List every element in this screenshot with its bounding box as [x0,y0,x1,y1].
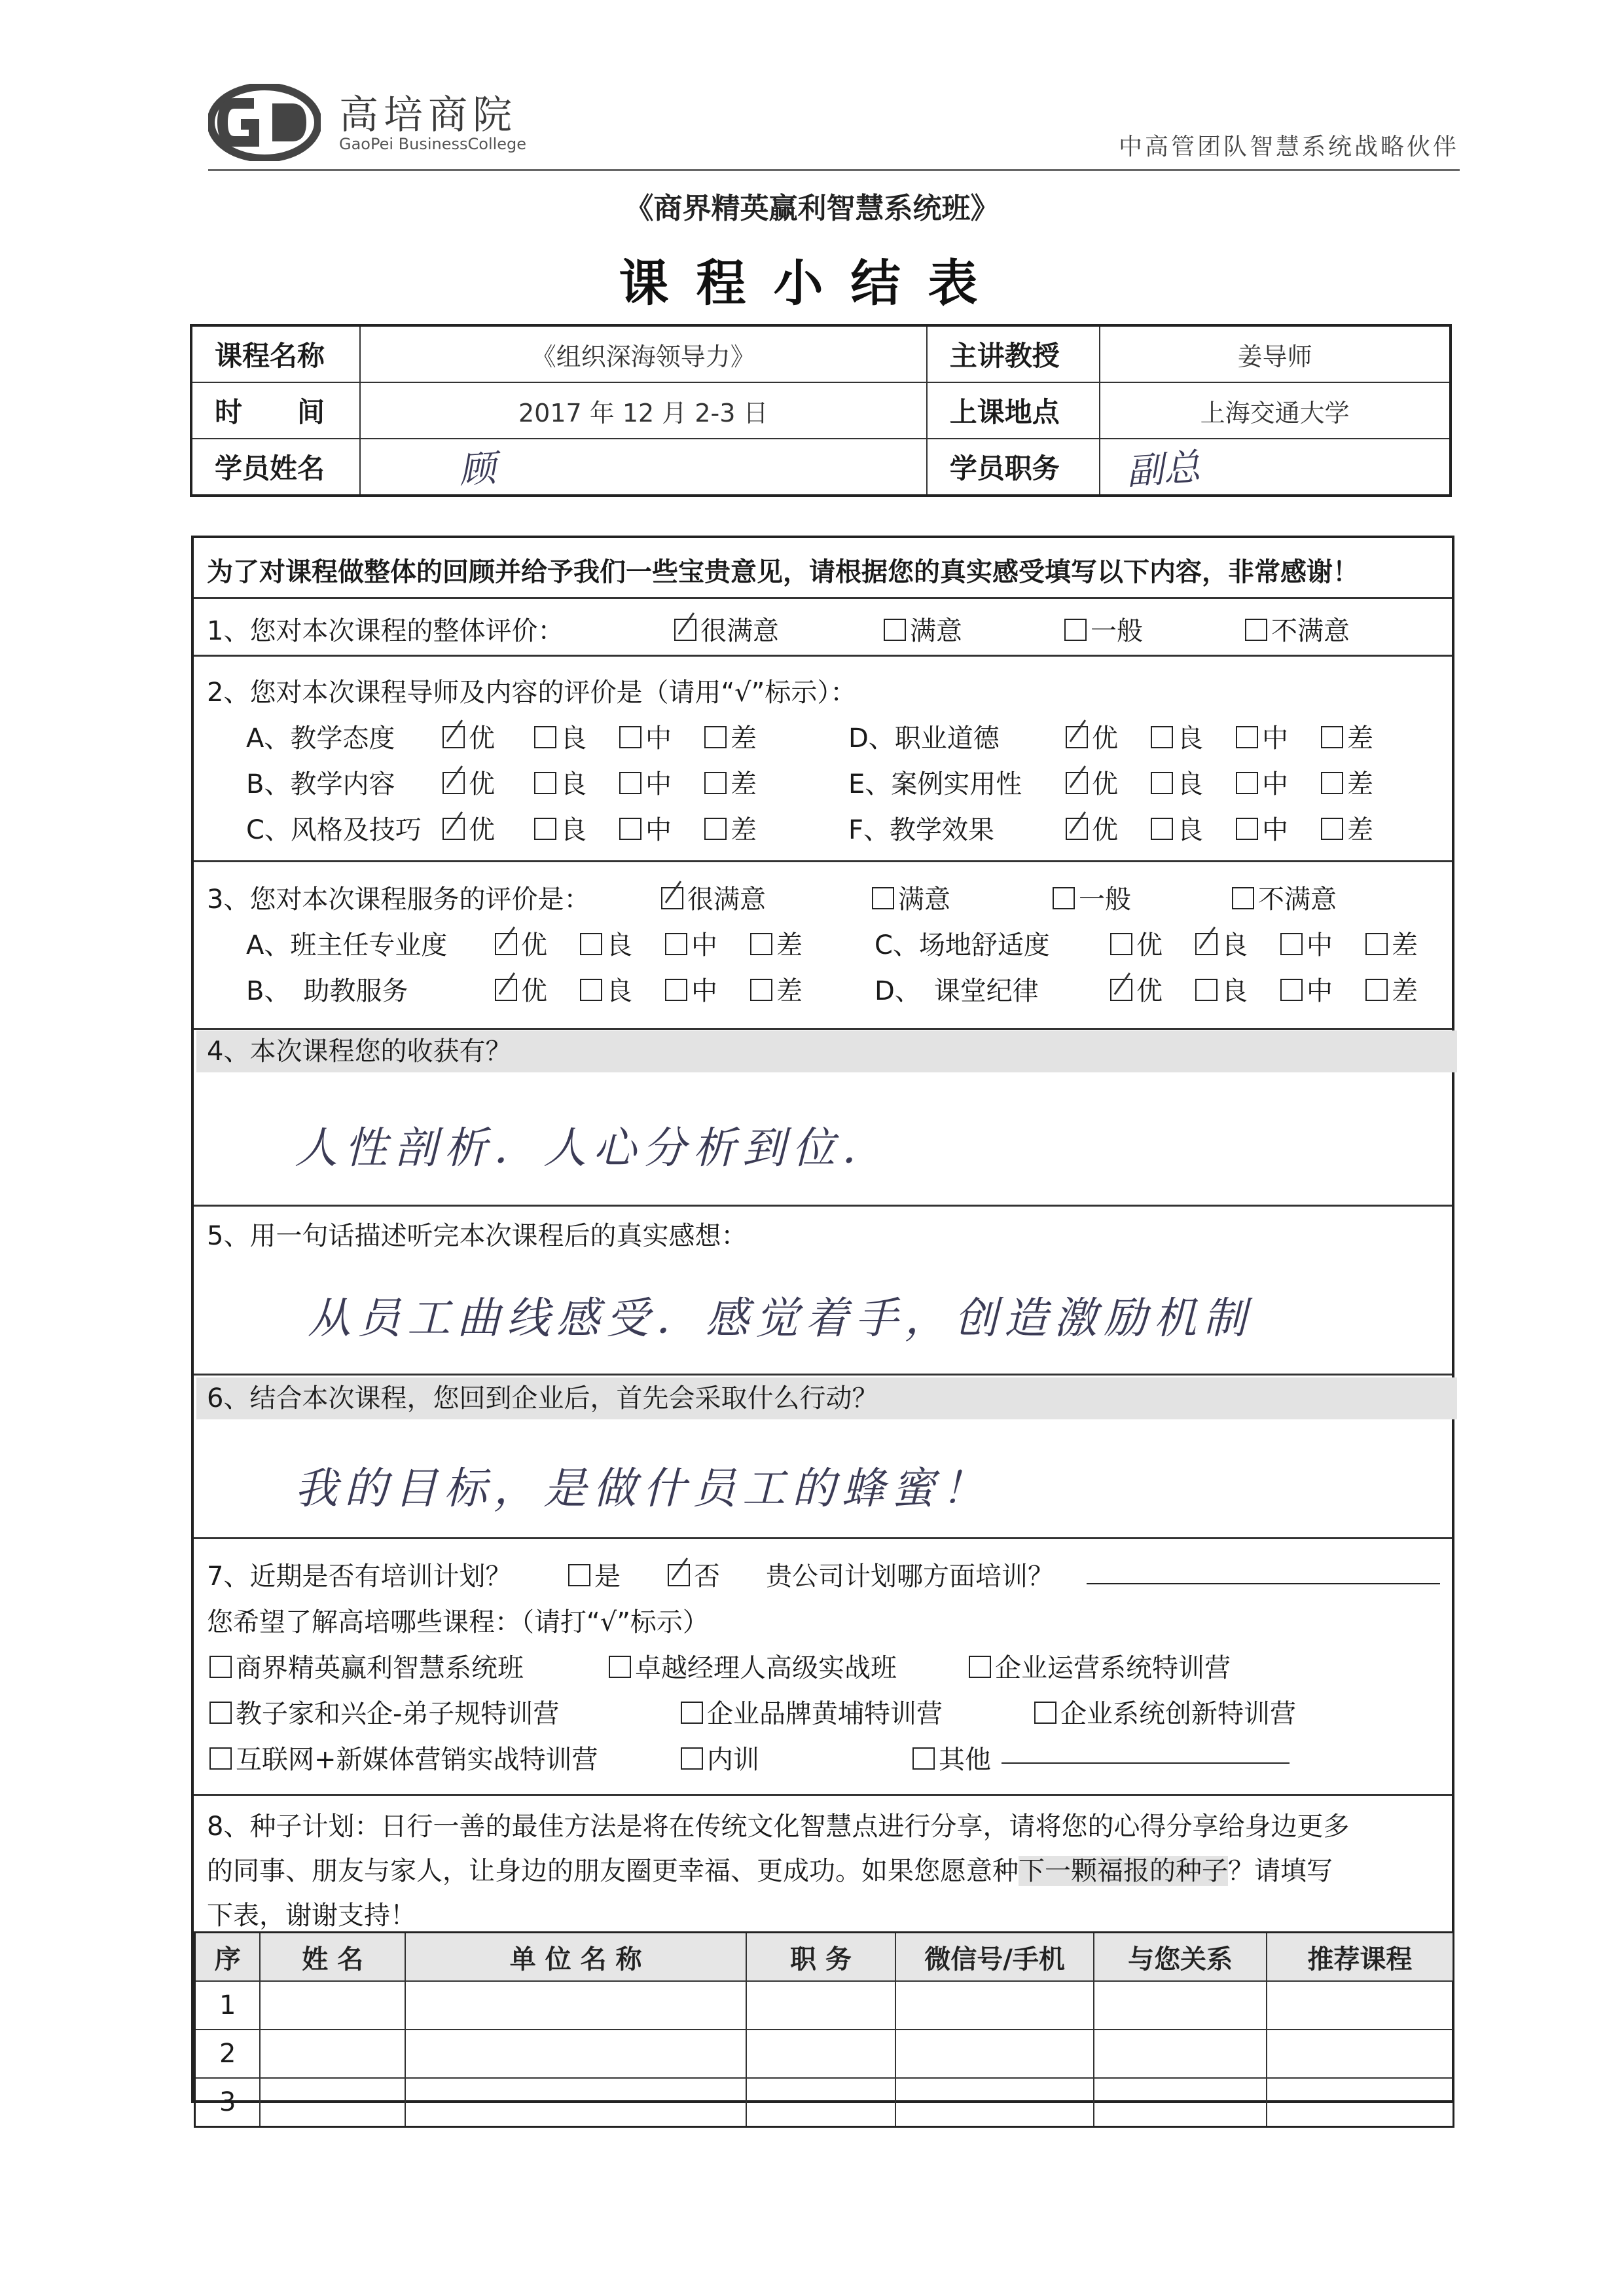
checkbox-checked[interactable] [1066,726,1088,748]
q3-item-label: D、 课堂纪律 [875,976,1039,1006]
checkbox[interactable] [1365,979,1388,1001]
checkbox-checked[interactable] [661,887,683,909]
checkbox[interactable] [665,979,687,1001]
position-handwriting: 副总 [1125,446,1202,494]
divider [194,1537,1452,1539]
seed-header-relation: 与您关系 [1094,1933,1267,1982]
venue-value: 上海交通大学 [1100,382,1451,439]
checkbox[interactable] [534,726,556,748]
student-name-field[interactable] [360,439,927,496]
q4-answer[interactable]: 人性剖析．人心分析到位． [295,1123,892,1173]
q6-text: 6、结合本次课程，您回到企业后，首先会采取什么行动？ [196,1377,1457,1419]
checkbox[interactable] [912,1747,935,1770]
checkbox[interactable] [1321,726,1343,748]
checkbox[interactable] [1053,887,1075,909]
student-name-label: 学员姓名 [191,439,360,496]
checkbox[interactable] [704,726,727,748]
header-divider [208,169,1460,171]
seed-header-company: 单 位 名 称 [405,1933,746,1982]
table-cell[interactable] [746,2030,895,2078]
q2-grade-option[interactable]: 优 [1066,809,1118,847]
checkbox[interactable] [1321,772,1343,794]
table-cell[interactable] [1267,2030,1454,2078]
checkbox[interactable] [681,1747,703,1770]
q7-course-option[interactable]: 企业品牌黄埔特训营 [681,1693,943,1730]
q2-item-label: F、教学效果 [848,815,995,845]
checkbox[interactable] [619,726,641,748]
q2-grade-option[interactable]: 优 [1066,763,1118,801]
seed-header-course: 推荐课程 [1267,1933,1454,1982]
divider [194,860,1452,862]
checkbox-checked[interactable] [1110,979,1132,1001]
q7-course-option[interactable]: 互联网+新媒体营销实战特训营 [209,1739,598,1776]
q7-course-option[interactable]: 企业运营系统特训营 [969,1647,1231,1685]
checkbox-checked[interactable] [442,818,465,840]
checkbox[interactable] [884,619,906,641]
q7-course-option[interactable]: 企业系统创新特训营 [1034,1693,1296,1730]
q3-grade-option[interactable]: 优 [495,924,547,962]
table-cell[interactable] [260,2078,405,2127]
checkbox-checked[interactable] [495,933,517,955]
checkbox[interactable] [534,772,556,794]
q2-grade-option[interactable]: 优 [442,718,495,755]
q2-grade-option[interactable]: 差 [1321,763,1373,801]
table-row [195,1981,1454,2030]
tagline: 中高管团队智慧系统战略伙伴 [1118,134,1459,160]
q8-line3: 下表，谢谢支持！ [207,1901,416,1931]
q2-grade-option[interactable]: 中 [619,763,672,801]
q3-grade-option[interactable]: 良 [580,924,632,962]
q2-item-label: C、风格及技巧 [246,815,422,845]
checkbox-checked[interactable] [495,979,517,1001]
q3-item-label: B、 助教服务 [246,976,408,1006]
q3-grade-option[interactable]: 中 [665,924,717,962]
q2-grade-option[interactable]: 中 [1236,763,1288,801]
course-name-value: 《组织深海领导力》 [360,325,927,382]
checkbox[interactable] [619,772,641,794]
table-cell[interactable] [746,1981,895,2030]
q3-grade-option[interactable]: 中 [665,970,717,1008]
table-cell[interactable] [1094,1981,1267,2030]
table-cell[interactable] [405,2030,746,2078]
q3-text: 3、您对本次课程服务的评价是： [207,884,590,915]
checkbox[interactable] [681,1702,703,1724]
checkbox[interactable] [750,979,772,1001]
table-row [195,2030,1454,2078]
q3-grade-option[interactable]: 差 [750,924,803,962]
q3-grade-option[interactable]: 中 [1280,924,1333,962]
q2-grade-option[interactable]: 良 [1151,809,1203,847]
divider [194,655,1452,657]
checkbox[interactable] [568,1564,590,1586]
q2-grade-option[interactable]: 良 [1151,763,1203,801]
q3-grade-option[interactable]: 差 [1365,970,1418,1008]
checkbox[interactable] [1232,887,1254,909]
q1-option-unsatisfied[interactable]: 不满意 [1245,610,1350,647]
table-cell[interactable] [1094,2030,1267,2078]
q1-option-average[interactable]: 一般 [1064,610,1143,647]
q3-grade-option[interactable]: 良 [1195,970,1248,1008]
divider [194,597,1452,599]
checkbox-checked[interactable] [1195,933,1218,955]
table-cell[interactable] [1094,2078,1267,2127]
q7-other-field[interactable] [1001,1740,1290,1764]
q2-grade-option[interactable]: 差 [704,718,757,755]
q7-plan-text: 贵公司计划哪方面培训？ [766,1561,1054,1592]
checkbox[interactable] [969,1656,991,1678]
checkbox[interactable] [1151,818,1173,840]
seed-header-name: 姓 名 [260,1933,405,1982]
course-info-table [190,324,1452,497]
q7-course-option[interactable]: 内训 [681,1739,759,1776]
q3-option-satisfied[interactable]: 满意 [872,879,950,916]
q2-grade-option[interactable]: 中 [1236,718,1288,755]
q1-option-very-satisfied[interactable]: 很满意 [674,610,779,647]
q7-course-option[interactable]: 卓越经理人高级实战班 [609,1647,897,1685]
checkbox[interactable] [1236,772,1258,794]
checkbox[interactable] [1151,726,1173,748]
q2-item-label: E、案例实用性 [848,769,1022,799]
time-label: 时 间 [191,382,360,439]
q3-grade-option[interactable]: 优 [1110,924,1163,962]
q2-grade-option[interactable]: 良 [534,809,586,847]
seed-header-contact: 微信号/手机 [895,1933,1094,1982]
brand-name-en: GaoPei BusinessCollege [339,135,527,153]
checkbox[interactable] [1236,818,1258,840]
position-field[interactable] [1100,439,1451,496]
checkbox-checked[interactable] [1066,772,1088,794]
q2-grade-option[interactable]: 良 [1151,718,1203,755]
table-cell[interactable] [1267,1981,1454,2030]
checkbox[interactable] [1321,818,1343,840]
q2-grade-option[interactable]: 优 [1066,718,1118,755]
program-subtitle: 《商界精英赢利智慧系统班》 [624,192,1000,225]
divider [194,1205,1452,1207]
checkbox[interactable] [619,818,641,840]
q3-grade-option[interactable]: 中 [1280,970,1333,1008]
seed-plan-table [194,1931,1454,2128]
q7-plan-field[interactable] [1087,1561,1440,1584]
q7-courses-text: 您希望了解高培哪些课程：（请打“√”标示） [207,1607,709,1637]
checkbox[interactable] [1365,933,1388,955]
row-index: 1 [195,1981,261,2030]
row-index: 3 [195,2078,261,2127]
q2-grade-option[interactable]: 差 [1321,718,1373,755]
row-index: 2 [195,2030,261,2078]
checkbox[interactable] [704,818,727,840]
table-cell[interactable] [895,1981,1094,2030]
position-label: 学员职务 [927,439,1100,496]
checkbox[interactable] [209,1656,232,1678]
table-cell[interactable] [895,2030,1094,2078]
page-title: 课程小结表 [619,254,1005,312]
divider [194,1028,1452,1030]
table-cell[interactable] [1267,2078,1454,2127]
q1-option-satisfied[interactable]: 满意 [884,610,962,647]
student-name-handwriting: 顾 [457,447,497,492]
divider [194,1374,1452,1376]
q3-option-unsatisfied[interactable]: 不满意 [1232,879,1337,916]
checkbox[interactable] [872,887,894,909]
checkbox[interactable] [580,933,602,955]
table-cell[interactable] [260,1981,405,2030]
q2-grade-option[interactable]: 优 [442,763,495,801]
q2-grade-option[interactable]: 差 [704,763,757,801]
checkbox[interactable] [665,933,687,955]
q4-text: 4、本次课程您的收获有？ [196,1030,1457,1072]
q7-text: 7、近期是否有培训计划？ [207,1561,512,1592]
checkbox[interactable] [1034,1702,1056,1724]
q7-course-option[interactable]: 商界精英赢利智慧系统班 [209,1647,524,1685]
q8-highlight: 下一颗福报的种子 [1019,1856,1228,1886]
time-value: 2017 年 12 月 2-3 日 [360,382,927,439]
table-row [195,2078,1454,2127]
checkbox-checked[interactable] [668,1564,690,1586]
q3-grade-option[interactable]: 优 [1110,970,1163,1008]
q3-option-very-satisfied[interactable]: 很满意 [661,879,766,916]
seed-header-position: 职 务 [746,1933,895,1982]
q3-grade-option[interactable]: 差 [750,970,803,1008]
checkbox[interactable] [580,979,602,1001]
q2-grade-option[interactable]: 良 [534,763,586,801]
checkbox-checked[interactable] [674,619,696,641]
q3-grade-option[interactable]: 良 [580,970,632,1008]
q2-item-label: B、教学内容 [246,769,395,799]
table-cell[interactable] [895,2078,1094,2127]
q6-answer[interactable]: 我的目标，是做什员工的蜂蜜！ [295,1463,991,1514]
checkbox-checked[interactable] [442,726,465,748]
q2-grade-option[interactable]: 中 [619,718,672,755]
q8-line1: 8、种子计划：日行一善的最佳方法是将在传统文化智慧点进行分享，请将您的心得分享给身边更多 [207,1812,1350,1842]
q3-item-label: C、场地舒适度 [875,930,1050,960]
checkbox[interactable] [609,1656,631,1678]
q1-text: 1、您对本次课程的整体评价： [207,616,564,646]
gaopei-logo-icon [208,84,321,161]
q2-grade-option[interactable]: 中 [1236,809,1288,847]
table-cell[interactable] [405,1981,746,2030]
q5-text: 5、用一句话描述听完本次课程后的真实感想： [207,1221,748,1251]
q2-grade-option[interactable]: 差 [1321,809,1373,847]
checkbox[interactable] [704,772,727,794]
checkbox[interactable] [1110,933,1132,955]
q2-item-label: A、教学态度 [246,723,395,754]
q7-option-no[interactable]: 否 [668,1556,720,1593]
q2-grade-option[interactable]: 优 [442,809,495,847]
q5-answer[interactable]: 从员工曲线感受．感觉着手，创造激励机制 [308,1293,1253,1343]
checkbox[interactable] [209,1702,232,1724]
checkbox[interactable] [750,933,772,955]
divider [194,1794,1452,1796]
q7-course-option[interactable]: 教子家和兴企-弟子规特训营 [209,1693,559,1730]
q3-grade-option[interactable]: 差 [1365,924,1418,962]
checkbox[interactable] [1245,619,1267,641]
q2-grade-option[interactable]: 良 [534,718,586,755]
q2-text: 2、您对本次课程导师及内容的评价是（请用“√”标示）： [207,678,857,708]
course-name-label: 课程名称 [191,325,360,382]
checkbox[interactable] [209,1747,232,1770]
q3-item-label: A、班主任专业度 [246,930,448,960]
lecturer-label: 主讲教授 [927,325,1100,382]
checkbox-checked[interactable] [1066,818,1088,840]
table-cell[interactable] [260,2030,405,2078]
checkbox[interactable] [1280,979,1303,1001]
table-cell[interactable] [746,2078,895,2127]
q2-grade-option[interactable]: 差 [704,809,757,847]
q2-grade-option[interactable]: 中 [619,809,672,847]
brand-name-cn: 高培商院 [339,92,517,138]
venue-label: 上课地点 [927,382,1100,439]
q2-item-label: D、职业道德 [848,723,1000,754]
checkbox[interactable] [1064,619,1087,641]
lecturer-value: 姜导师 [1100,325,1451,382]
checkbox[interactable] [1195,979,1218,1001]
q7-option-yes[interactable]: 是 [568,1556,621,1593]
q7-course-option[interactable]: 其他 [912,1739,991,1776]
checkbox[interactable] [534,818,556,840]
checkbox[interactable] [1151,772,1173,794]
q8-line2: 的同事、朋友与家人，让身边的朋友圈更幸福、更成功。如果您愿意种下一颗福报的种子？请填写 [207,1856,1333,1886]
checkbox[interactable] [1280,933,1303,955]
q3-grade-option[interactable]: 优 [495,970,547,1008]
q3-grade-option[interactable]: 良 [1195,924,1248,962]
survey-intro: 为了对课程做整体的回顾并给予我们一些宝贵意见，请根据您的真实感受填写以下内容，非常感谢！ [207,557,1359,587]
table-cell[interactable] [405,2078,746,2127]
seed-header-index: 序 [195,1933,261,1982]
checkbox[interactable] [1236,726,1258,748]
checkbox-checked[interactable] [442,772,465,794]
q3-option-average[interactable]: 一般 [1053,879,1131,916]
